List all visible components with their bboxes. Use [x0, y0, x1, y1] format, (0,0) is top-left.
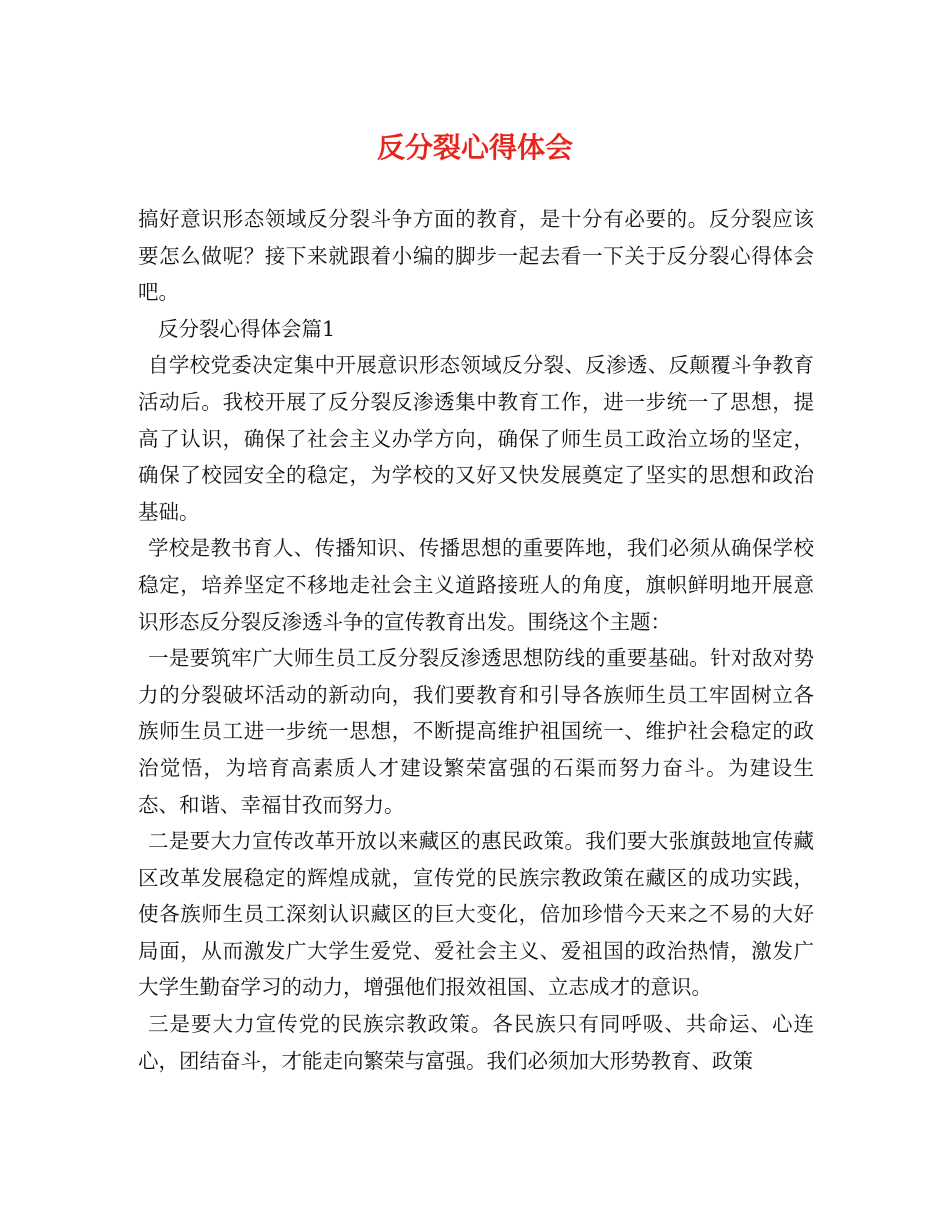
- document-body: [138, 201, 814, 1079]
- intro-paragraph: 搞好意识形态领域反分裂斗争方面的教育，是十分有必要的。反分裂应该要怎么做呢？接下来就跟着小编的脚步一起去看一下关于反分裂心得体会吧。: [138, 207, 814, 305]
- section-heading: 反分裂心得体会篇1: [158, 316, 336, 341]
- body-paragraph: 三是要大力宣传党的民族宗教政策。各民族只有同呼吸、共命运、心连心，团结奋斗，才能走向繁荣与富强。我们必须加大形势教育、政策: [138, 1012, 814, 1073]
- body-paragraph: 一是要筑牢广大师生员工反分裂反渗透思想防线的重要基础。针对敌对势力的分裂破坏活动的新动向，我们要教育和引导各族师生员工牢固树立各族师生员工进一步统一思想，不断提高维护祖国统一、维护社会稳定的政治觉悟，为培育高素质人才建设繁荣富强的石渠而努力奋斗。为建设生态、和谐、幸福甘孜而努力。: [138, 646, 814, 817]
- body-paragraph: 二是要大力宣传改革开放以来藏区的惠民政策。我们要大张旗鼓地宣传藏区改革发展稳定的辉煌成就，宣传党的民族宗教政策在藏区的成功实践，使各族师生员工深刻认识藏区的巨大变化，倍加珍惜今天来之不易的大好局面，从而激发广大学生爱党、爱社会主义、爱祖国的政治热情，激发广大学生勤奋学习的动力，增强他们报效祖国、立志成才的意识。: [138, 829, 814, 1000]
- body-paragraph: 自学校党委决定集中开展意识形态领域反分裂、反渗透、反颠覆斗争教育活动后。我校开展了反分裂反渗透集中教育工作，进一步统一了思想，提高了认识，确保了社会主义办学方向，确保了师生员工政治立场的坚定，确保了校园安全的稳定，为学校的又好又快发展奠定了坚实的思想和政治基础。: [138, 353, 814, 524]
- body-paragraph: 学校是教书育人、传播知识、传播思想的重要阵地，我们必须从确保学校稳定，培养坚定不移地走社会主义道路接班人的角度，旗帜鲜明地开展意识形态反分裂反渗透斗争的宣传教育出发。围绕这个主题：: [138, 536, 814, 634]
- document-title: 反分裂心得体会: [376, 131, 573, 164]
